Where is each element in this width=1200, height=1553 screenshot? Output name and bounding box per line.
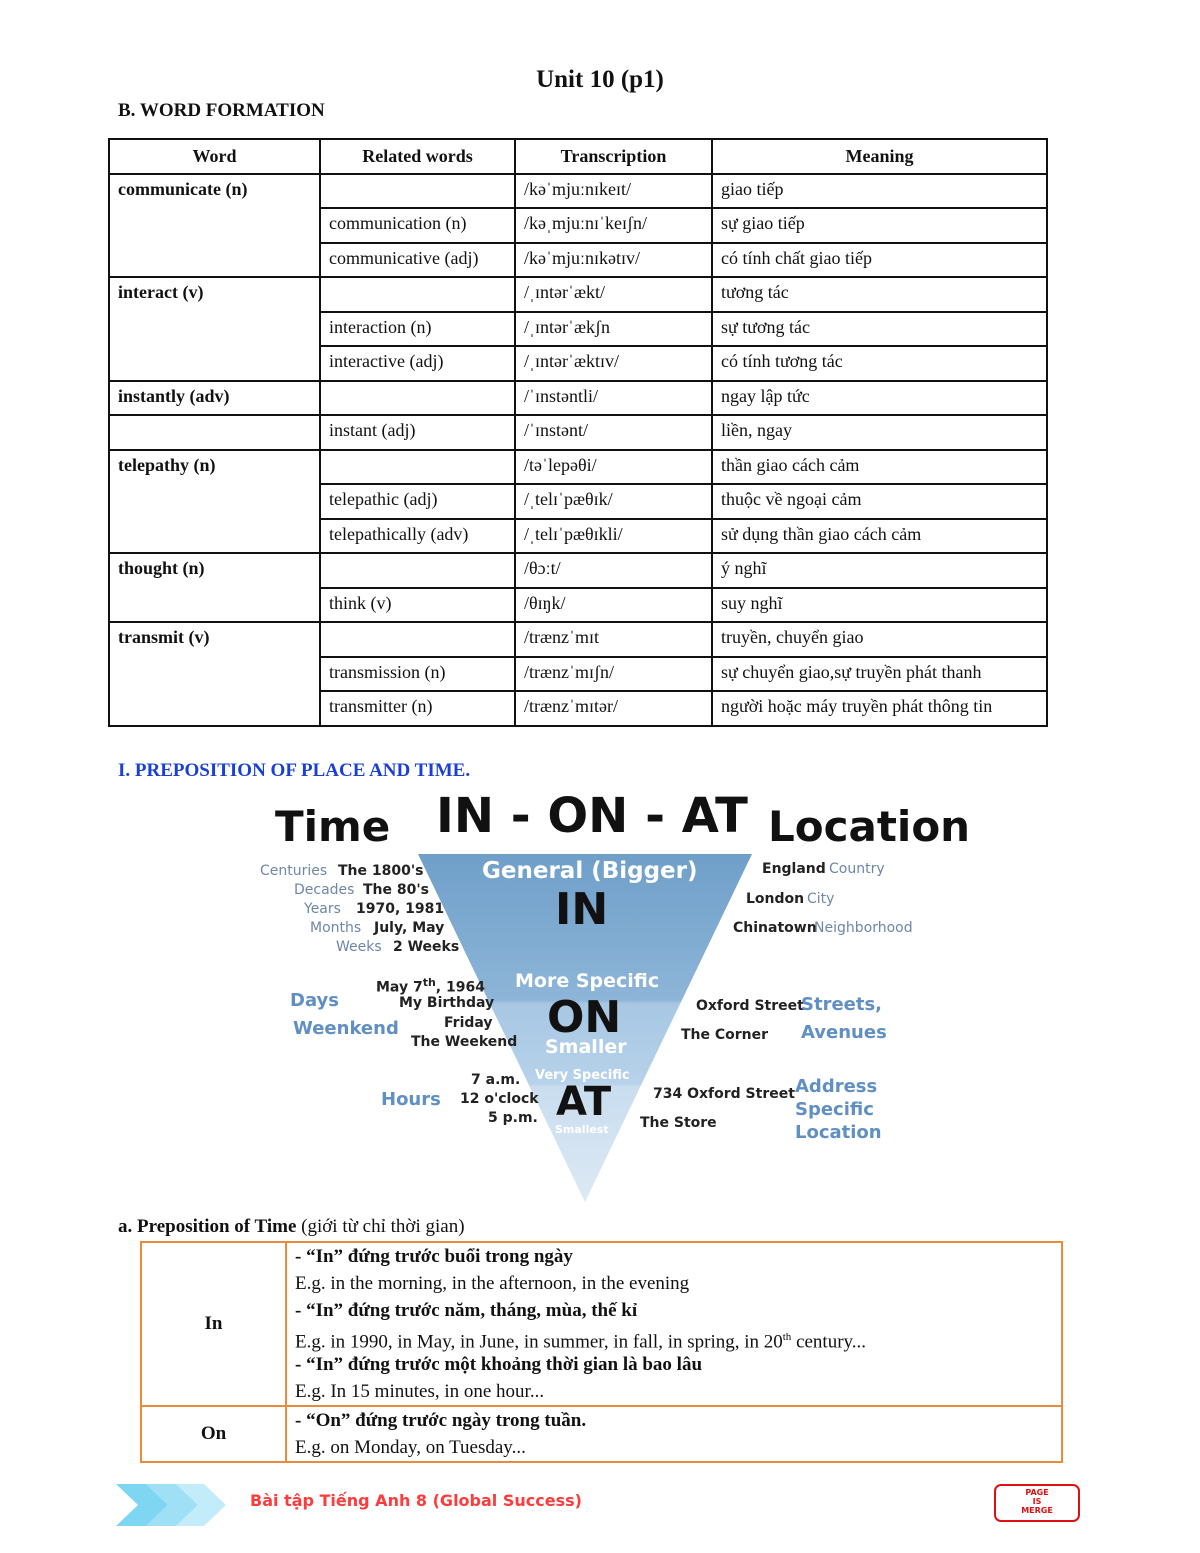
time-on-value: Friday [444,1015,493,1031]
cell-trans: /ˈɪnstəntli/ [515,381,712,416]
cell-related: transmitter (n) [320,691,515,726]
cell-related: communicative (adj) [320,243,515,278]
cell-meaning: giao tiếp [712,174,1047,209]
section-a-bold: a. Preposition of Time [118,1216,297,1237]
key-in: In [141,1242,286,1406]
table-row-in [141,1242,1062,1406]
time-on-date-year: , 1964 [435,979,485,996]
cell-related [320,277,515,312]
footer-logo [994,1484,1080,1522]
years-label: Years [304,901,341,917]
in-rule: - “In” đứng trước buổi trong ngày [295,1246,573,1267]
in-description [286,1242,1062,1406]
cell-word: instantly (adv) [109,381,320,416]
cell-trans: /ˌɪntərˈæktɪv/ [515,346,712,381]
avenues-label: Avenues [801,1022,887,1043]
cell-trans: /ˌɪntərˈækt/ [515,277,712,312]
cell-meaning: truyền, chuyển giao [712,622,1047,657]
cell-related: communication (n) [320,208,515,243]
cell-related [320,381,515,416]
on-rule: - “On” đứng trước ngày trong tuần. [295,1410,587,1431]
weekend-label: Weenkend [293,1018,399,1039]
cell-related: think (v) [320,588,515,623]
cell-trans: /θɔːt/ [515,553,712,588]
table-row [109,450,1047,485]
logo-line: IS [1032,1497,1042,1506]
city-label: City [807,891,835,907]
chevron-arrows-icon [116,1482,228,1528]
cell-meaning: sự tương tác [712,312,1047,347]
in-example: E.g. In 15 minutes, in one hour... [295,1381,545,1402]
cell-trans: /ˌɪntərˈækʃn [515,312,712,347]
centuries-label: Centuries [260,863,328,879]
location-at-value: 734 Oxford Street [653,1086,795,1102]
cell-meaning: liền, ngay [712,415,1047,450]
cell-related [320,174,515,209]
more-specific-label: More Specific [515,970,660,992]
very-specific-label: Very Specific [535,1068,630,1083]
table-row [109,622,1047,657]
header-related-words: Related words [320,139,515,174]
logo-line: MERGE [1021,1506,1053,1515]
cell-trans: /trænzˈmɪʃn/ [515,657,712,692]
specific-label: Specific [795,1099,874,1120]
in-rule: - “In” đứng trước một khoảng thời gian là bao lâu [295,1354,703,1375]
months-label: Months [310,920,362,936]
time-in-value: July, May [374,920,445,936]
time-on-date-suffix: th [422,976,436,989]
page-title: Unit 10 (p1) [536,66,664,93]
cell-trans: /kəˌmjuːnɪˈkeɪʃn/ [515,208,712,243]
location-on-value: Oxford Street [696,998,804,1014]
table-row [109,277,1047,312]
cell-meaning: thuộc về ngoại cảm [712,484,1047,519]
cell-meaning: sử dụng thần giao cách cảm [712,519,1047,554]
cell-trans: /təˈlepəθi/ [515,450,712,485]
general-label: General (Bigger) [482,858,698,884]
days-label: Days [290,990,339,1011]
cell-related: telepathically (adv) [320,519,515,554]
cell-related [320,450,515,485]
address-label: Address [795,1076,878,1097]
section-heading-preposition-time [118,1216,465,1238]
cell-word: interact (v) [109,277,320,381]
at-label: AT [556,1079,612,1125]
section-heading-word-formation: B. WORD FORMATION [118,100,325,121]
in-example-part: century... [791,1331,867,1353]
time-on-date-day: May 7 [376,979,423,996]
time-on-value: The Weekend [411,1034,518,1050]
cell-related: telepathic (adj) [320,484,515,519]
in-on-at-infographic [250,782,971,1212]
cell-meaning: sự giao tiếp [712,208,1047,243]
neighborhood-label: Neighborhood [814,920,913,936]
cell-trans: /kəˈmjuːnɪkətɪv/ [515,243,712,278]
cell-related [320,553,515,588]
time-in-value: 2 Weeks [393,939,460,955]
weeks-label: Weeks [336,939,382,955]
time-on-date [376,977,485,995]
smallest-label: Smallest [555,1123,609,1136]
location-in-value: Chinatown [733,920,817,936]
table-row [109,553,1047,588]
footer-book-title: Bài tập Tiếng Anh 8 (Global Success) [250,1491,582,1510]
cell-meaning: thần giao cách cảm [712,450,1047,485]
on-example: E.g. on Monday, on Tuesday... [295,1437,526,1458]
in-example: E.g. in the morning, in the afternoon, in the evening [295,1273,690,1294]
cell-word: communicate (n) [109,174,320,278]
logo-line: PAGE [1025,1488,1049,1497]
header-transcription: Transcription [515,139,712,174]
decades-label: Decades [294,882,355,898]
streets-label: Streets, [801,994,883,1015]
time-in-value: The 1800's [338,863,424,879]
time-at-value: 7 a.m. [471,1072,521,1088]
cell-word [109,415,320,450]
header-meaning: Meaning [712,139,1047,174]
in-example-part: E.g. in 1990, in May, in June, in summer, in fall, in spring, in 20 [295,1331,783,1353]
smaller-label: Smaller [545,1036,627,1058]
cell-related: transmission (n) [320,657,515,692]
country-label: Country [829,861,885,877]
on-label: ON [547,992,622,1043]
hours-label: Hours [381,1089,441,1110]
cell-trans: /θɪŋk/ [515,588,712,623]
time-at-value: 5 p.m. [488,1110,538,1126]
cell-related: instant (adj) [320,415,515,450]
cell-related: interaction (n) [320,312,515,347]
location-at-value: The Store [640,1115,717,1131]
section-a-rest: (giới từ chỉ thời gian) [296,1216,465,1237]
cell-trans: /ˌtelɪˈpæθɪk/ [515,484,712,519]
cell-meaning: người hoặc máy truyền phát thông tin [712,691,1047,726]
header-word: Word [109,139,320,174]
cell-word: transmit (v) [109,622,320,726]
word-formation-body [109,174,1047,726]
cell-meaning: ngay lập tức [712,381,1047,416]
cell-meaning: sự chuyển giao,sự truyền phát thanh [712,657,1047,692]
cell-word: thought (n) [109,553,320,622]
in-rule: - “In” đứng trước năm, tháng, mùa, thế kỉ [295,1300,638,1321]
time-in-value: 1970, 1981 [356,901,445,917]
in-example [295,1324,1053,1351]
location-on-value: The Corner [681,1027,769,1043]
on-description [286,1406,1062,1462]
cell-meaning: có tính chất giao tiếp [712,243,1047,278]
cell-meaning: suy nghĩ [712,588,1047,623]
key-on: On [141,1406,286,1462]
table-row-on [141,1406,1062,1462]
section-heading-preposition: I. PREPOSITION OF PLACE AND TIME. [118,760,471,781]
cell-trans: /ˈɪnstənt/ [515,415,712,450]
cell-meaning: ý nghĩ [712,553,1047,588]
time-label: Time [275,802,391,851]
cell-related [320,622,515,657]
cell-trans: /ˌtelɪˈpæθɪkli/ [515,519,712,554]
cell-meaning: tương tác [712,277,1047,312]
in-label: IN [555,884,609,935]
in-example-sup: th [782,1331,792,1343]
cell-trans: /trænzˈmɪt [515,622,712,657]
preposition-time-table [140,1241,1063,1463]
cell-meaning: có tính tương tác [712,346,1047,381]
location-in-value: London [746,891,805,907]
time-at-value: 12 o'clock [460,1091,539,1107]
location-label-small: Location [795,1122,882,1143]
in-on-at-heading: IN - ON - AT [436,788,748,844]
location-in-value: England [762,861,826,877]
time-in-value: The 80's [363,882,429,898]
cell-trans: /kəˈmjuːnɪkeɪt/ [515,174,712,209]
table-row [109,381,1047,416]
time-on-value: My Birthday [399,995,495,1011]
table-row [109,174,1047,209]
word-formation-table [108,138,1048,727]
table-header-row [109,139,1047,174]
table-row [109,415,1047,450]
cell-word: telepathy (n) [109,450,320,554]
cell-related: interactive (adj) [320,346,515,381]
location-label: Location [768,802,971,851]
cell-trans: /trænzˈmɪtər/ [515,691,712,726]
